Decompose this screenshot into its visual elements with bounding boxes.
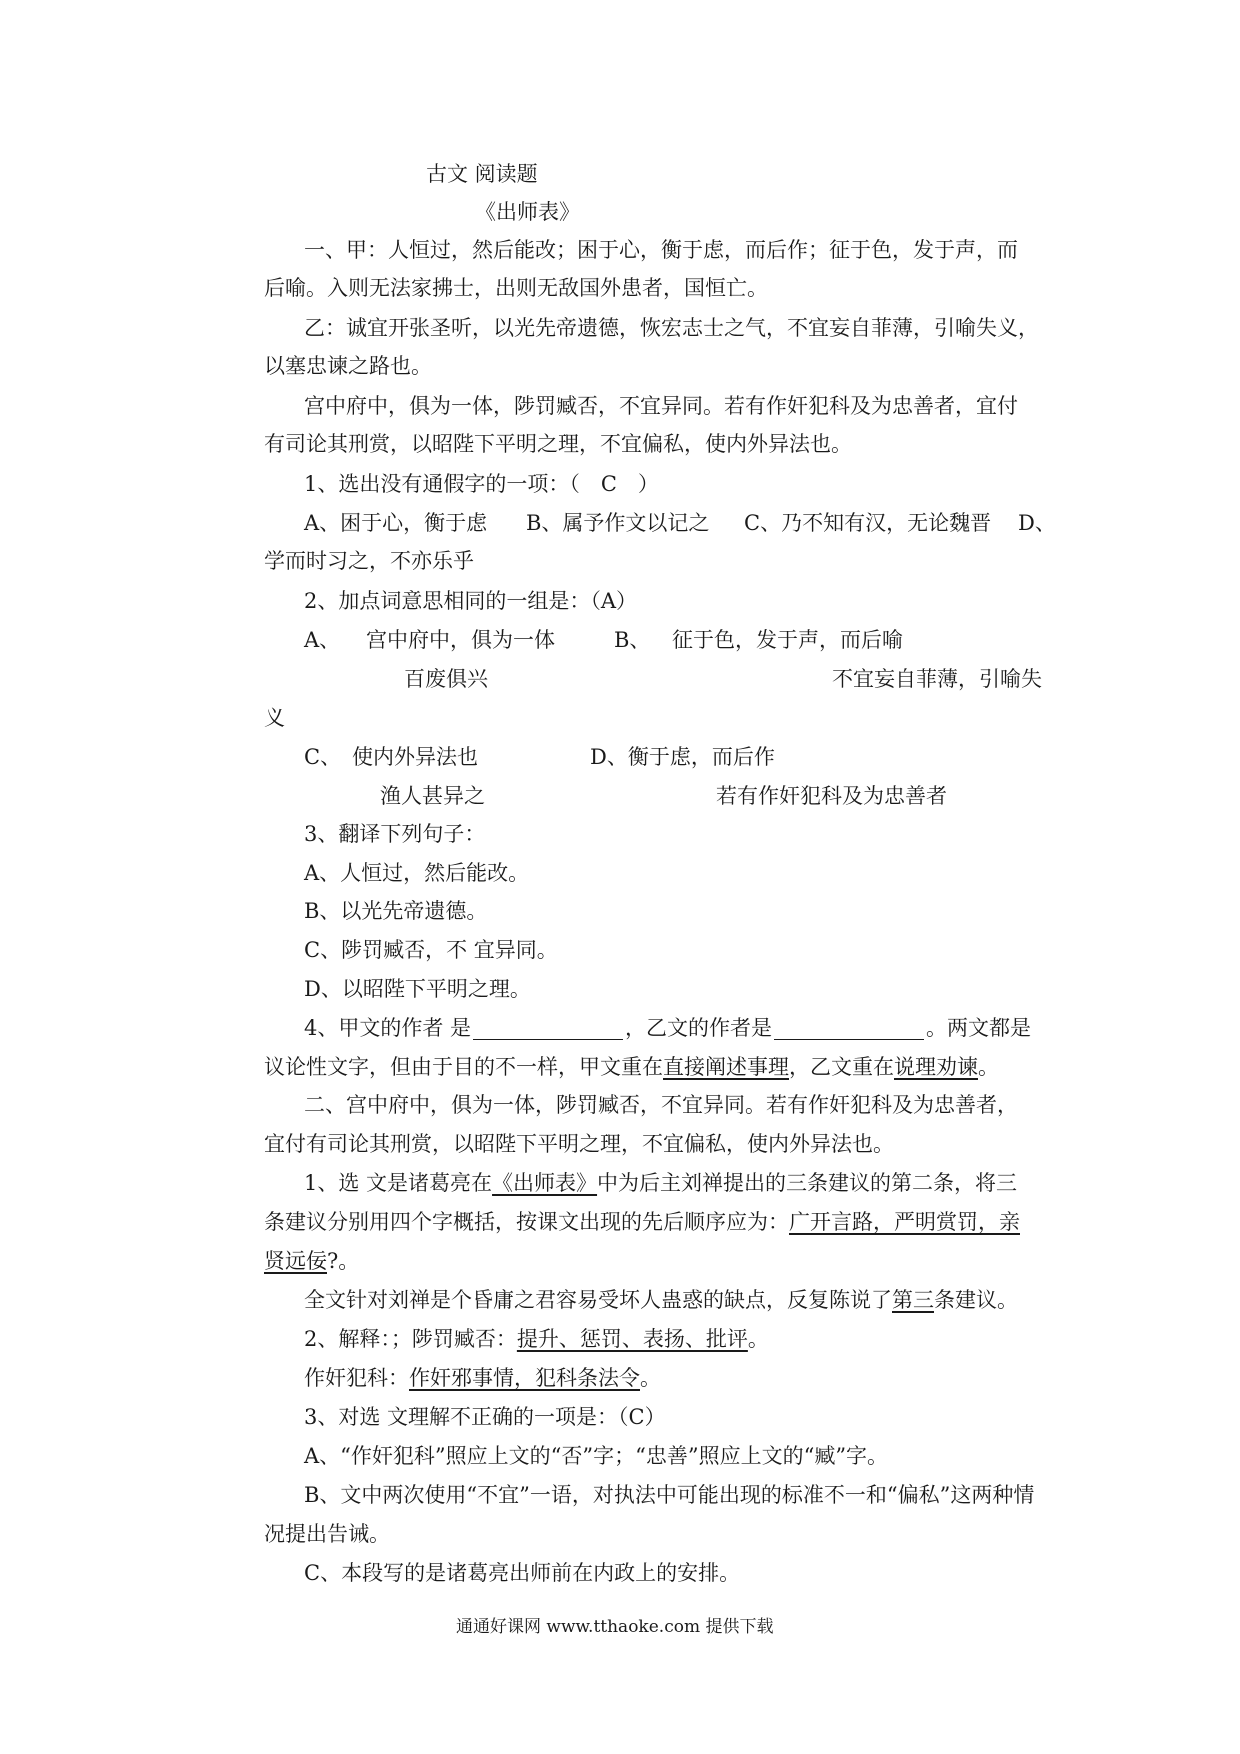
passage-line: 乙：诚宜开张圣听，以光先帝遗德，恢宏志士之气，不宜妄自菲薄，引喻失义， <box>304 316 1039 340</box>
passage-line: 一、甲：人恒过，然后能改；困于心，衡于虑，而后作；征于色，发于声，而 <box>304 238 1018 262</box>
question-4-text: 4、甲文的作者 是 <box>304 1016 472 1040</box>
option-d-text: 学而时习之，不亦乐乎 <box>264 549 474 573</box>
question-4-text: ，乙文的作者是 <box>625 1016 773 1040</box>
option-b: B、文中两次使用“不宜”一语，对执法中可能出现的标准不一和“偏私”这两种情 <box>304 1483 1035 1507</box>
question-4-text: 。 <box>978 1055 999 1079</box>
passage-line: 宜付有司论其刑赏，以昭陛下平明之理，不宜偏私，使内外异法也。 <box>264 1132 894 1156</box>
question-3: 3、翻译下列句子： <box>304 822 486 846</box>
question-1: 1、选出没有通假字的一项：（ C ） <box>304 472 659 496</box>
translate-a: A、人恒过，然后能改。 <box>304 861 530 885</box>
answer-underlined: 作奸邪事情，犯科条法令 <box>409 1366 640 1390</box>
section2-question-2 <box>304 1327 769 1351</box>
option-b: B、属予作文以记之 <box>526 511 710 535</box>
option-c: C、本段写的是诸葛亮出师前在内政上的安排。 <box>304 1561 741 1585</box>
doc-title: 古文 阅读题 <box>426 162 538 186</box>
option-b-line1: 征于色，发于声，而后喻 <box>672 628 903 652</box>
question-text: 条建议分别用四个字概括，按课文出现的先后顺序应为： <box>264 1210 789 1234</box>
passage-line: 宫中府中，俱为一体，陟罚臧否，不宜异同。若有作奸犯科及为忠善者，宜付 <box>304 394 1018 418</box>
section2-question-1-line2 <box>264 1210 1020 1234</box>
question-4-text: ，乙文重在 <box>789 1055 894 1079</box>
page-footer: 通通好课网 www.tthaoke.com 提供下载 <box>456 1617 774 1637</box>
option-d-line2: 若有作奸犯科及为忠善者 <box>716 784 947 808</box>
passage-line: 以塞忠谏之路也。 <box>264 354 432 378</box>
option-b-line2: 不宜妄自菲薄，引喻失 <box>832 667 1042 691</box>
question-4 <box>304 1016 1031 1040</box>
option-b-cont: 况提出告诫。 <box>264 1522 390 1546</box>
question-4-text: 议论性文字，但由于目的不一样，甲文重在 <box>264 1055 663 1079</box>
option-a: A、“作奸犯科”照应上文的“否”字；“忠善”照应上文的“臧”字。 <box>304 1444 889 1468</box>
option-c-line2: 渔人甚异之 <box>380 784 485 808</box>
passage-line: 有司论其刑赏，以昭陛下平明之理，不宜偏私，使内外异法也。 <box>264 432 852 456</box>
answer-underlined: 第三 <box>892 1288 934 1312</box>
option-a-line2: 百废俱兴 <box>404 667 488 691</box>
answer-underlined: 说理劝谏 <box>894 1055 978 1079</box>
question-4-text: 。两文都是 <box>926 1016 1032 1040</box>
option-b-label: B、 <box>614 628 651 652</box>
question-2: 2、加点词意思相同的一组是：（A） <box>304 589 638 613</box>
option-b-line2-cont: 义 <box>264 706 285 730</box>
question-text: 中为后主刘禅提出的三条建议的第二条，将三 <box>597 1171 1018 1195</box>
question-text: 2、解释：；陟罚臧否： <box>304 1327 517 1351</box>
question-text: 。 <box>640 1366 661 1390</box>
answer-blank-2[interactable] <box>774 1019 924 1040</box>
option-a-label: A、 <box>304 628 341 652</box>
option-c-line1: 使内外异法也 <box>352 745 478 769</box>
section2-question-1 <box>304 1171 1017 1195</box>
translate-b: B、以光先帝遗德。 <box>304 899 488 923</box>
section2-question-1-line3 <box>264 1249 359 1273</box>
question-4-line2 <box>264 1055 999 1079</box>
option-c: C、乃不知有汉，无论魏晋 <box>744 511 992 535</box>
translate-c: C、陟罚臧否，不 宜异同。 <box>304 938 558 962</box>
option-d: D、 <box>1018 511 1056 535</box>
option-a-line1: 宫中府中，俱为一体 <box>366 628 555 652</box>
option-a: A、困于心，衡于虑 <box>304 511 488 535</box>
passage-line: 后喻。入则无法家拂士，出则无敌国外患者，国恒亡。 <box>264 276 768 300</box>
question-text: 条建议。 <box>934 1288 1018 1312</box>
section2-question-1-line4 <box>304 1288 1018 1312</box>
answer-blank-1[interactable] <box>473 1019 623 1040</box>
answer-underlined: 广开言路，严明赏罚，亲 <box>789 1210 1020 1234</box>
question-text: 作奸犯科： <box>304 1366 409 1390</box>
section2-question-2b <box>304 1366 661 1390</box>
question-text: 1、选 文是诸葛亮在 <box>304 1171 493 1195</box>
passage-line: 二、宫中府中，俱为一体，陟罚臧否，不宜异同。若有作奸犯科及为忠善者， <box>304 1093 1018 1117</box>
question-text: 。 <box>747 1327 769 1351</box>
answer-underlined: 《出师表》 <box>492 1171 598 1195</box>
option-d-line1: D、衡于虑，而后作 <box>590 745 775 769</box>
answer-underlined: 贤远佞 <box>264 1249 327 1273</box>
answer-underlined: 直接阐述事理 <box>663 1055 789 1079</box>
option-c-label: C、 <box>304 745 342 769</box>
translate-d: D、以昭陛下平明之理。 <box>304 977 531 1001</box>
question-text: ?。 <box>327 1249 360 1273</box>
section2-question-3: 3、对选 文理解不正确的一项是：（C） <box>304 1405 666 1429</box>
answer-underlined: 提升、惩罚、表扬、批评 <box>516 1327 748 1351</box>
doc-subtitle: 《出师表》 <box>475 200 580 224</box>
question-text: 全文针对刘禅是个昏庸之君容易受坏人蛊惑的缺点，反复陈说了 <box>304 1288 892 1312</box>
